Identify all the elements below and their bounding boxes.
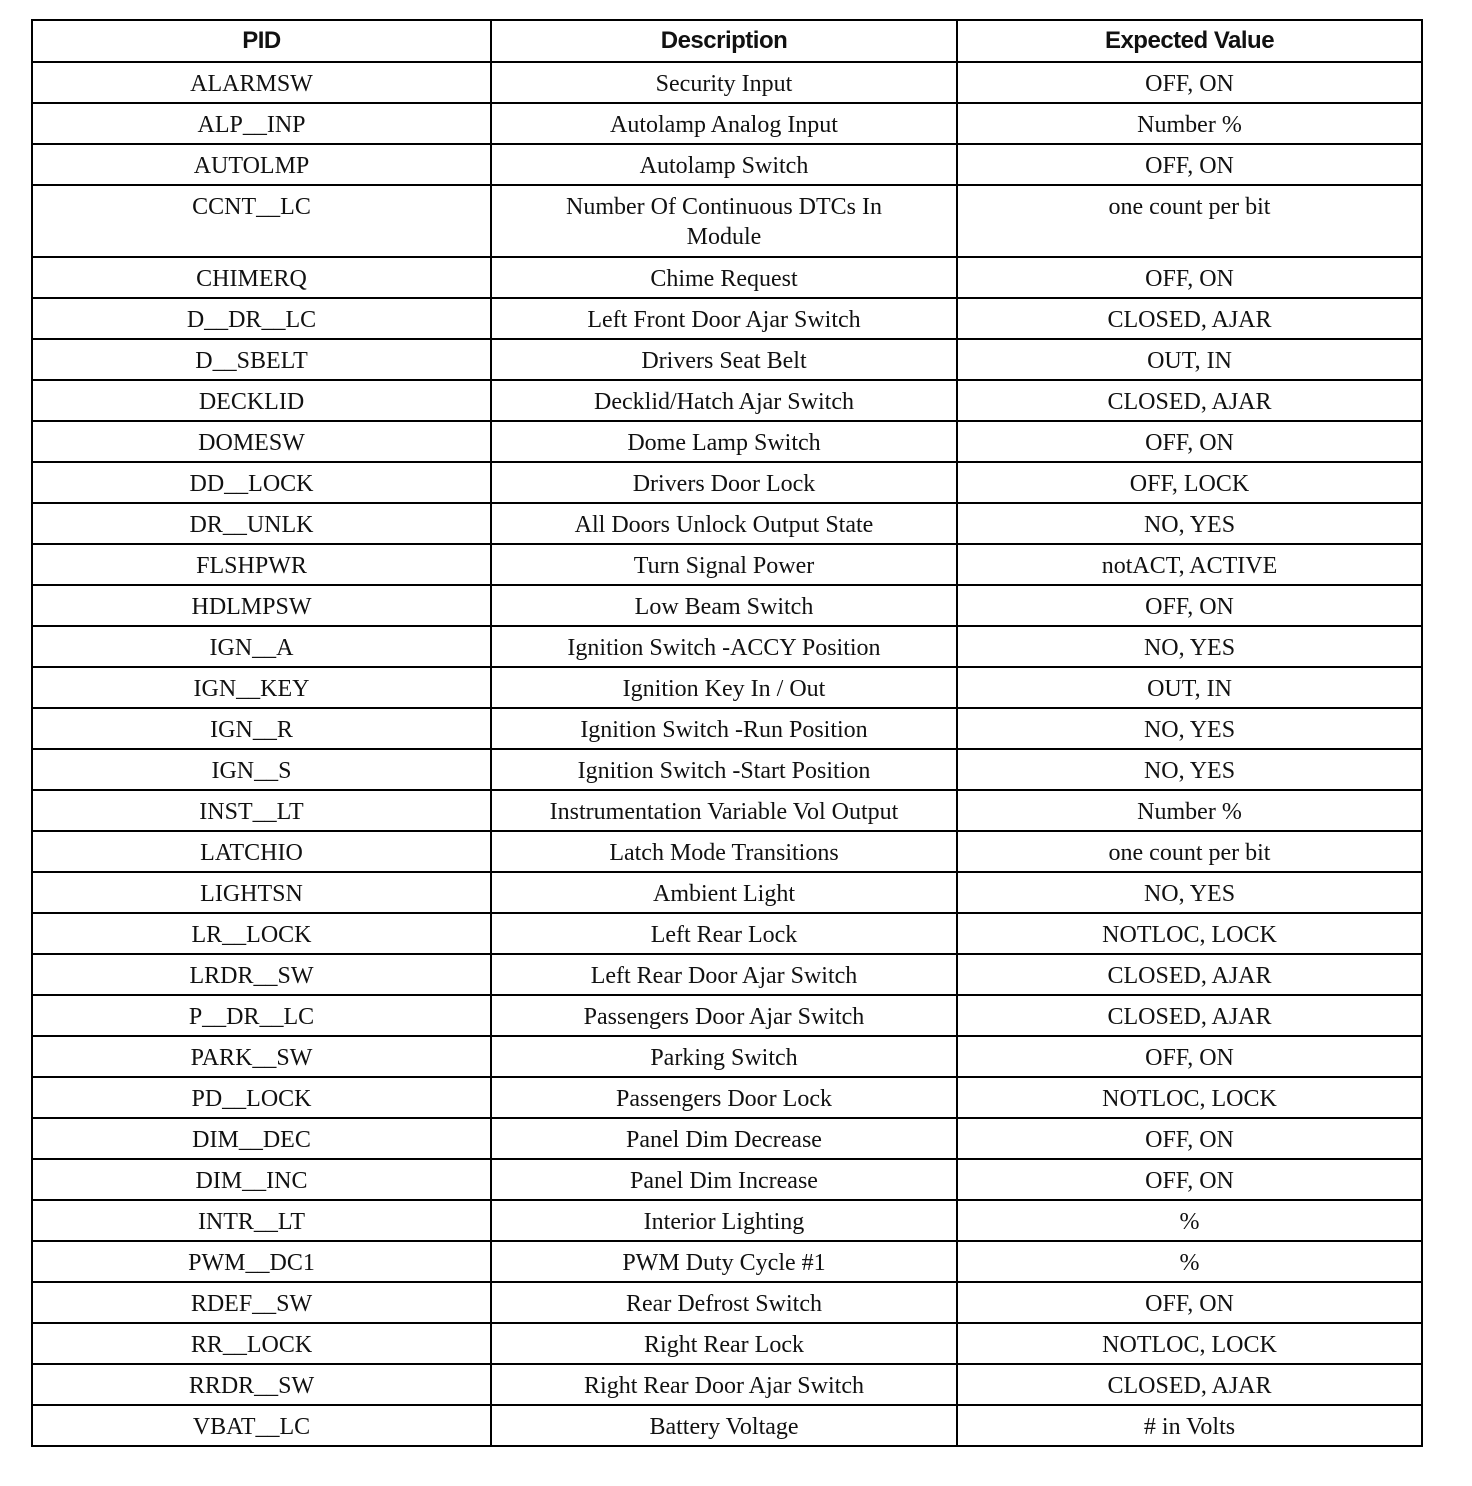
pid-cell: PARK__SW	[32, 1036, 491, 1077]
description-cell: Low Beam Switch	[491, 585, 957, 626]
description-cell: Right Rear Door Ajar Switch	[491, 1364, 957, 1405]
expected-value-cell: NOTLOC, LOCK	[957, 1077, 1422, 1118]
description-cell: Decklid/Hatch Ajar Switch	[491, 380, 957, 421]
pid-cell: IGN__S	[32, 749, 491, 790]
pid-cell: AUTOLMP	[32, 144, 491, 185]
table-row	[32, 1282, 1422, 1323]
expected-value-cell: OFF, ON	[957, 62, 1422, 103]
description-cell: Dome Lamp Switch	[491, 421, 957, 462]
table-row	[32, 1200, 1422, 1241]
description-cell: Battery Voltage	[491, 1405, 957, 1446]
expected-value-cell: CLOSED, AJAR	[957, 380, 1422, 421]
description-cell: Instrumentation Variable Vol Output	[491, 790, 957, 831]
table-row	[32, 1241, 1422, 1282]
expected-value-cell: OFF, ON	[957, 1036, 1422, 1077]
description-cell: Turn Signal Power	[491, 544, 957, 585]
description-cell: Ignition Switch -Run Position	[491, 708, 957, 749]
expected-value-cell: OFF, ON	[957, 585, 1422, 626]
pid-cell: RDEF__SW	[32, 1282, 491, 1323]
table-row	[32, 913, 1422, 954]
table-row	[32, 667, 1422, 708]
pid-cell: P__DR__LC	[32, 995, 491, 1036]
description-cell: Left Rear Door Ajar Switch	[491, 954, 957, 995]
table-row	[32, 708, 1422, 749]
pid-cell: CHIMERQ	[32, 257, 491, 298]
description-cell: Rear Defrost Switch	[491, 1282, 957, 1323]
expected-value-cell: CLOSED, AJAR	[957, 954, 1422, 995]
table-row	[32, 103, 1422, 144]
expected-value-cell: OFF, ON	[957, 1282, 1422, 1323]
table-row	[32, 144, 1422, 185]
description-cell: Ignition Key In / Out	[491, 667, 957, 708]
pid-cell: IGN__R	[32, 708, 491, 749]
table-row	[32, 585, 1422, 626]
pid-cell: VBAT__LC	[32, 1405, 491, 1446]
table-row	[32, 339, 1422, 380]
expected-value-cell: Number %	[957, 103, 1422, 144]
expected-value-cell: OFF, ON	[957, 1159, 1422, 1200]
expected-value-cell: NOTLOC, LOCK	[957, 913, 1422, 954]
description-cell: Drivers Seat Belt	[491, 339, 957, 380]
table-row	[32, 1159, 1422, 1200]
header-description: Description	[491, 20, 957, 62]
expected-value-cell: Number %	[957, 790, 1422, 831]
table-row	[32, 790, 1422, 831]
table-row	[32, 62, 1422, 103]
description-cell: Number Of Continuous DTCs In Module	[491, 185, 957, 257]
description-cell: Interior Lighting	[491, 1200, 957, 1241]
table-row	[32, 954, 1422, 995]
pid-cell: INTR__LT	[32, 1200, 491, 1241]
description-cell: Left Rear Lock	[491, 913, 957, 954]
table-row	[32, 462, 1422, 503]
table-row	[32, 185, 1422, 257]
pid-cell: RRDR__SW	[32, 1364, 491, 1405]
pid-cell: HDLMPSW	[32, 585, 491, 626]
expected-value-cell: NO, YES	[957, 872, 1422, 913]
pid-cell: DIM__INC	[32, 1159, 491, 1200]
expected-value-cell: NO, YES	[957, 708, 1422, 749]
table-row	[32, 380, 1422, 421]
expected-value-cell: # in Volts	[957, 1405, 1422, 1446]
expected-value-cell: OFF, ON	[957, 144, 1422, 185]
pid-cell: RR__LOCK	[32, 1323, 491, 1364]
expected-value-cell: CLOSED, AJAR	[957, 1364, 1422, 1405]
table-row	[32, 1036, 1422, 1077]
table-row	[32, 503, 1422, 544]
description-cell: Ignition Switch -Start Position	[491, 749, 957, 790]
pid-cell: D__DR__LC	[32, 298, 491, 339]
description-cell: All Doors Unlock Output State	[491, 503, 957, 544]
pid-cell: D__SBELT	[32, 339, 491, 380]
table-row	[32, 1077, 1422, 1118]
expected-value-cell: NO, YES	[957, 626, 1422, 667]
description-cell: Left Front Door Ajar Switch	[491, 298, 957, 339]
table-row	[32, 749, 1422, 790]
table-row	[32, 872, 1422, 913]
table-row	[32, 421, 1422, 462]
header-expected-value: Expected Value	[957, 20, 1422, 62]
table-row	[32, 1323, 1422, 1364]
description-cell: Passengers Door Ajar Switch	[491, 995, 957, 1036]
description-cell: Panel Dim Increase	[491, 1159, 957, 1200]
pid-cell: IGN__A	[32, 626, 491, 667]
table-row	[32, 298, 1422, 339]
description-cell: Autolamp Analog Input	[491, 103, 957, 144]
expected-value-cell: OFF, ON	[957, 257, 1422, 298]
description-cell: Drivers Door Lock	[491, 462, 957, 503]
pid-cell: DIM__DEC	[32, 1118, 491, 1159]
expected-value-cell: %	[957, 1241, 1422, 1282]
header-pid: PID	[32, 20, 491, 62]
pid-cell: DECKLID	[32, 380, 491, 421]
pid-cell: PD__LOCK	[32, 1077, 491, 1118]
pid-cell: DR__UNLK	[32, 503, 491, 544]
table-row	[32, 995, 1422, 1036]
expected-value-cell: OFF, LOCK	[957, 462, 1422, 503]
pid-cell: FLSHPWR	[32, 544, 491, 585]
expected-value-cell: OUT, IN	[957, 339, 1422, 380]
description-cell: Chime Request	[491, 257, 957, 298]
description-cell: Latch Mode Transitions	[491, 831, 957, 872]
pid-cell: IGN__KEY	[32, 667, 491, 708]
pid-cell: LRDR__SW	[32, 954, 491, 995]
expected-value-cell: %	[957, 1200, 1422, 1241]
expected-value-cell: CLOSED, AJAR	[957, 995, 1422, 1036]
description-cell: Autolamp Switch	[491, 144, 957, 185]
table-row	[32, 1118, 1422, 1159]
pid-cell: DD__LOCK	[32, 462, 491, 503]
expected-value-cell: OFF, ON	[957, 421, 1422, 462]
table-body	[32, 62, 1422, 1446]
pid-table	[31, 19, 1423, 1447]
pid-cell: CCNT__LC	[32, 185, 491, 257]
expected-value-cell: one count per bit	[957, 831, 1422, 872]
pid-cell: DOMESW	[32, 421, 491, 462]
expected-value-cell: CLOSED, AJAR	[957, 298, 1422, 339]
pid-cell: PWM__DC1	[32, 1241, 491, 1282]
expected-value-cell: NO, YES	[957, 749, 1422, 790]
description-cell: Ignition Switch -ACCY Position	[491, 626, 957, 667]
pid-cell: LATCHIO	[32, 831, 491, 872]
table-row	[32, 544, 1422, 585]
description-cell: Passengers Door Lock	[491, 1077, 957, 1118]
pid-cell: ALP__INP	[32, 103, 491, 144]
header-row	[32, 20, 1422, 62]
pid-cell: LIGHTSN	[32, 872, 491, 913]
table-row	[32, 257, 1422, 298]
expected-value-cell: NO, YES	[957, 503, 1422, 544]
table-row	[32, 626, 1422, 667]
table-row	[32, 1364, 1422, 1405]
pid-cell: INST__LT	[32, 790, 491, 831]
description-cell: PWM Duty Cycle #1	[491, 1241, 957, 1282]
description-cell: Ambient Light	[491, 872, 957, 913]
expected-value-cell: OUT, IN	[957, 667, 1422, 708]
table-row	[32, 831, 1422, 872]
description-cell: Parking Switch	[491, 1036, 957, 1077]
description-cell: Security Input	[491, 62, 957, 103]
expected-value-cell: NOTLOC, LOCK	[957, 1323, 1422, 1364]
expected-value-cell: one count per bit	[957, 185, 1422, 257]
table-row	[32, 1405, 1422, 1446]
expected-value-cell: notACT, ACTIVE	[957, 544, 1422, 585]
pid-cell: LR__LOCK	[32, 913, 491, 954]
pid-cell: ALARMSW	[32, 62, 491, 103]
expected-value-cell: OFF, ON	[957, 1118, 1422, 1159]
description-cell: Panel Dim Decrease	[491, 1118, 957, 1159]
description-cell: Right Rear Lock	[491, 1323, 957, 1364]
